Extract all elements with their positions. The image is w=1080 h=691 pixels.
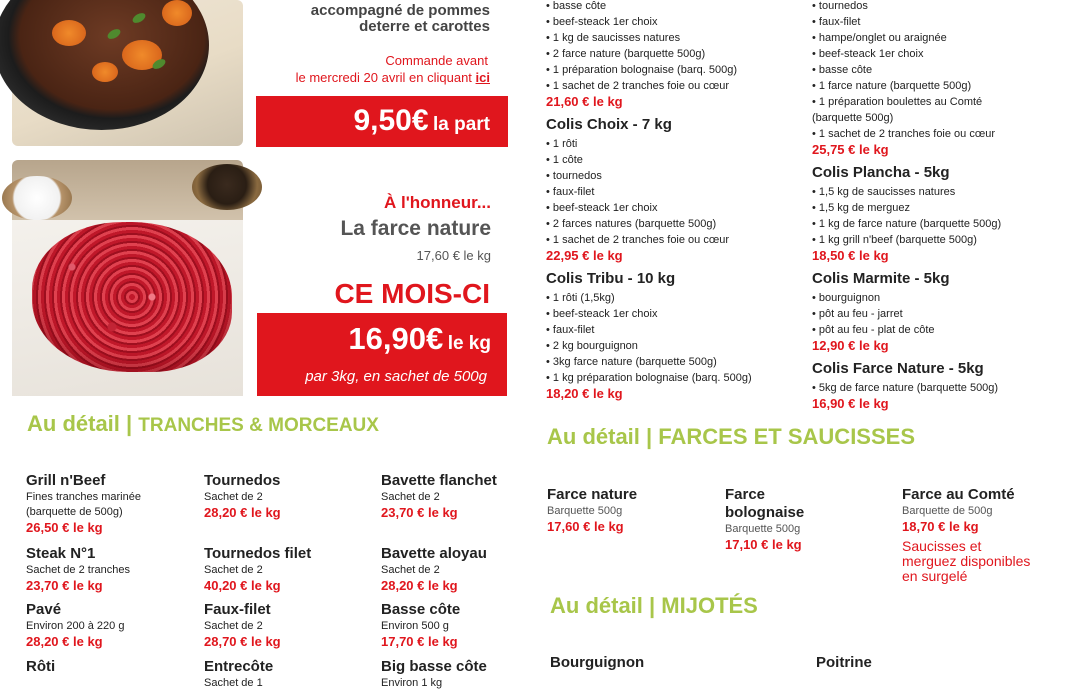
- feature-price-box: [257, 313, 507, 396]
- colis-price: 25,75 € le kg: [812, 142, 889, 157]
- product-desc: Sachet de 2 tranches: [26, 564, 130, 576]
- product-card: [26, 601, 124, 650]
- order-deadline-line1: Commande avant: [385, 53, 488, 68]
- colis-item: • beef-steack 1er choix: [546, 202, 658, 214]
- colis-item: • 2 kg bourguignon: [546, 340, 638, 352]
- section-suffix: TRANCHES & MORCEAUX: [138, 415, 379, 436]
- farce-name: Farce au Comté: [902, 486, 1015, 503]
- colis-item: • 1 kg de farce nature (barquette 500g): [812, 218, 1002, 230]
- carrot-piece: [52, 20, 86, 46]
- colis-title: Colis Marmite - 5kg: [812, 270, 950, 287]
- feature-note: par 3kg, en sachet de 500g: [305, 368, 487, 385]
- order-deadline-line2: [296, 70, 490, 85]
- mijote-name: Bourguignon: [550, 654, 645, 671]
- promo-price-box: [256, 96, 508, 147]
- feature-price: [348, 321, 491, 357]
- colis-item: • pôt au feu - jarret: [812, 308, 903, 320]
- farce-price: 18,70 € le kg: [902, 519, 979, 534]
- farce-card: [902, 486, 1015, 535]
- product-desc: Environ 1 kg: [381, 677, 443, 689]
- product-name: Steak N°1: [26, 545, 96, 562]
- colis-item: • tournedos: [812, 0, 868, 12]
- colis-item: • faux-filet: [546, 186, 595, 198]
- product-price: 40,20 € le kg: [204, 578, 281, 593]
- product-price: 26,50 € le kg: [26, 520, 103, 535]
- farce-price: 17,60 € le kg: [547, 519, 624, 534]
- salt-bowl: [2, 176, 72, 220]
- colis-item: • faux-filet: [812, 16, 861, 28]
- colis-item: • 2 farces natures (barquette 500g): [546, 218, 717, 230]
- colis-item: • 1 sachet de 2 tranches foie ou cœur: [546, 234, 730, 246]
- colis-price: 22,95 € le kg: [546, 248, 623, 263]
- product-name: Tournedos filet: [204, 545, 312, 562]
- product-price: 23,70 € le kg: [26, 578, 103, 593]
- colis-item: • basse côte: [546, 0, 607, 12]
- product-desc: Sachet de 2: [204, 491, 263, 503]
- colis-price: 12,90 € le kg: [812, 338, 889, 353]
- product-name: Rôti: [26, 658, 56, 675]
- farce-price: 17,10 € le kg: [725, 537, 802, 552]
- colis-title: Colis Tribu - 10 kg: [546, 270, 676, 287]
- feature-regular-price: 17,60 € le kg: [416, 248, 491, 263]
- colis-title: Colis Farce Nature - 5kg: [812, 360, 984, 377]
- colis-item: • 5kg de farce nature (barquette 500g): [812, 382, 999, 394]
- section-prefix: Au détail |: [27, 411, 139, 436]
- colis-price: 18,20 € le kg: [546, 386, 623, 401]
- product-card: [381, 545, 487, 594]
- product-name: Pavé: [26, 601, 62, 618]
- farces-note-line: en surgelé: [902, 568, 968, 584]
- product-price: 28,70 € le kg: [204, 634, 281, 649]
- colis-item: • hampe/onglet ou araignée: [812, 32, 947, 44]
- colis-title: Colis Choix - 7 kg: [546, 116, 672, 133]
- farces-note: [902, 539, 1030, 584]
- colis-item: • 1 rôti (1,5kg): [546, 292, 615, 304]
- carrot-piece: [162, 0, 192, 26]
- product-card: [26, 545, 130, 594]
- colis-item: • 1 côte: [546, 154, 583, 166]
- product-name: Bavette aloyau: [381, 545, 487, 562]
- farce-card: [547, 486, 637, 535]
- product-card: [381, 658, 487, 691]
- colis-item: • 1 rôti: [546, 138, 578, 150]
- mijote-item: [550, 654, 644, 672]
- section-title-mijotes: [550, 593, 758, 619]
- farce-desc: Barquette 500g: [725, 523, 801, 535]
- farce-card: [725, 486, 804, 553]
- product-price: 28,20 € le kg: [204, 505, 281, 520]
- stew-photo: [12, 0, 243, 146]
- product-name: Entrecôte: [204, 658, 274, 675]
- promo-price-unit: la part: [432, 114, 490, 135]
- colis-item: • 1 kg de saucisses natures: [546, 32, 681, 44]
- colis-title: Colis Plancha - 5kg: [812, 164, 950, 181]
- colis-item: • 1 kg préparation bolognaise (barq. 500g): [546, 372, 752, 384]
- product-card: [26, 472, 141, 536]
- product-card: [204, 472, 281, 521]
- product-desc: (barquette de 500g): [26, 506, 123, 518]
- feature-eyebrow: À l'honneur...: [384, 193, 491, 212]
- colis-item: • 1 sachet de 2 tranches foie ou cœur: [546, 80, 730, 92]
- product-card: [26, 658, 55, 676]
- product-name: Grill n'Beef: [26, 472, 106, 489]
- mijote-item: [816, 654, 872, 672]
- product-desc: Sachet de 2: [204, 564, 263, 576]
- farce-desc: Barquette de 500g: [902, 505, 993, 517]
- colis-item: • pôt au feu - plat de côte: [812, 324, 935, 336]
- feature-name: La farce nature: [340, 217, 491, 240]
- section-title-farces: [547, 424, 915, 450]
- colis-item: • 1 préparation boulettes au Comté: [812, 96, 983, 108]
- product-price: 23,70 € le kg: [381, 505, 458, 520]
- colis-item: • beef-steack 1er choix: [546, 16, 658, 28]
- colis-price: 18,50 € le kg: [812, 248, 889, 263]
- colis-item: • 1 farce nature (barquette 500g): [812, 80, 972, 92]
- product-desc: Sachet de 2: [381, 491, 440, 503]
- promo-price-value: 9,50€: [353, 104, 429, 137]
- colis-item: • 1 kg grill n'beef (barquette 500g): [812, 234, 977, 246]
- colis-list-left: [546, 0, 796, 402]
- order-deadline-text: le mercredi 20 avril en cliquant: [295, 70, 476, 85]
- colis-item: • beef-steack 1er choix: [812, 48, 924, 60]
- product-price: 28,20 € le kg: [26, 634, 103, 649]
- colis-item: • 1 préparation bolognaise (barq. 500g): [546, 64, 737, 76]
- section-suffix: MIJOTÉS: [661, 593, 758, 618]
- product-price: 17,70 € le kg: [381, 634, 458, 649]
- section-prefix: Au détail |: [550, 593, 662, 618]
- product-desc: Fines tranches marinée: [26, 491, 141, 503]
- minced-meat: [32, 222, 232, 372]
- feature-headline: CE MOIS-CI: [334, 278, 490, 309]
- colis-item: • 1,5 kg de merguez: [812, 202, 911, 214]
- colis-item: (barquette 500g): [812, 112, 894, 124]
- minced-meat-photo: [12, 160, 243, 396]
- farce-name: Farce nature: [547, 486, 638, 503]
- feature-price-unit: le kg: [447, 333, 491, 354]
- section-title-tranches: [27, 411, 379, 437]
- product-desc: Environ 200 à 220 g: [26, 620, 125, 632]
- farce-desc: Barquette 500g: [547, 505, 623, 517]
- product-card: [204, 601, 281, 650]
- product-name: Big basse côte: [381, 658, 487, 675]
- product-name: Tournedos: [204, 472, 281, 489]
- colis-item: • beef-steack 1er choix: [546, 308, 658, 320]
- colis-price: 16,90 € le kg: [812, 396, 889, 411]
- colis-item: • 1 sachet de 2 tranches foie ou cœur: [812, 128, 996, 140]
- promo-desc-line1: accompagné de pommes: [310, 2, 490, 19]
- promo-price: [353, 104, 490, 138]
- section-prefix: Au détail |: [547, 424, 659, 449]
- carrot-piece: [92, 62, 118, 82]
- product-price: 28,20 € le kg: [381, 578, 458, 593]
- colis-item: • tournedos: [546, 170, 602, 182]
- promo-desc-line2: deterre et carottes: [359, 18, 490, 35]
- colis-item: • 1,5 kg de saucisses natures: [812, 186, 956, 198]
- colis-item: • basse côte: [812, 64, 873, 76]
- colis-list-right: [812, 0, 1072, 412]
- colis-price: 21,60 € le kg: [546, 94, 623, 109]
- product-name: Basse côte: [381, 601, 461, 618]
- product-name: Faux-filet: [204, 601, 271, 618]
- colis-item: • 3kg farce nature (barquette 500g): [546, 356, 717, 368]
- mijote-name: Poitrine: [816, 654, 872, 671]
- product-desc: Sachet de 2: [381, 564, 440, 576]
- colis-item: • 2 farce nature (barquette 500g): [546, 48, 706, 60]
- farces-note-line: merguez disponibles: [902, 553, 1031, 569]
- product-name: Bavette flanchet: [381, 472, 497, 489]
- colis-item: • bourguignon: [812, 292, 881, 304]
- pepper-bowl: [192, 164, 262, 210]
- farce-name: bolognaise: [725, 504, 805, 521]
- product-card: [204, 545, 311, 594]
- farce-name: Farce: [725, 486, 766, 503]
- product-card: [204, 658, 273, 691]
- feature-price-value: 16,90€: [348, 321, 444, 356]
- product-card: [381, 601, 460, 650]
- product-desc: Sachet de 1: [204, 677, 263, 689]
- farces-note-line: Saucisses et: [902, 538, 982, 554]
- product-desc: Sachet de 2: [204, 620, 263, 632]
- section-suffix: FARCES ET SAUCISSES: [658, 424, 915, 449]
- order-link[interactable]: ici: [475, 70, 490, 85]
- product-desc: Environ 500 g: [381, 620, 449, 632]
- product-card: [381, 472, 497, 521]
- colis-item: • faux-filet: [546, 324, 595, 336]
